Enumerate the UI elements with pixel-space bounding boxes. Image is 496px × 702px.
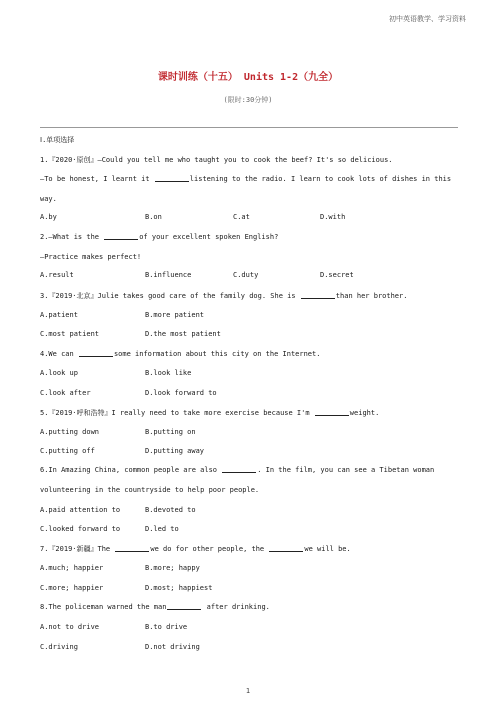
question-7-option: D.most; happiest	[145, 584, 213, 592]
question-8-option: A.not to drive	[40, 623, 100, 631]
question-7-option: C.more; happier	[40, 584, 104, 592]
question-3-stem-line	[40, 291, 460, 301]
question-3-option: B.more patient	[145, 311, 205, 319]
stem-text: 2.—What is the	[40, 233, 104, 241]
answer-blank	[222, 472, 256, 473]
question-1-option: D.with	[320, 213, 346, 221]
question-2-option: C.duty	[233, 271, 259, 279]
question-8-stem-line	[40, 603, 460, 611]
stem-text: —Practice makes perfect!	[40, 253, 142, 261]
question-4-option: A.look up	[40, 369, 78, 377]
question-7-option: B.more; happy	[145, 564, 200, 572]
stem-text: 6.In Amazing China, common people are also	[40, 466, 222, 474]
question-2-option: D.secret	[320, 271, 354, 279]
question-3-option: A.patient	[40, 311, 78, 319]
question-8-option: C.driving	[40, 643, 78, 651]
question-2-stem-line	[40, 253, 460, 261]
question-1-stem-line	[40, 175, 460, 183]
stem-text: we do for other people, the	[150, 545, 269, 553]
question-6-option: C.looked forward to	[40, 525, 121, 533]
answer-blank	[155, 181, 189, 182]
question-5-option: C.putting off	[40, 447, 95, 455]
question-1-stem-line	[40, 195, 460, 203]
answer-blank	[79, 356, 113, 357]
divider	[40, 127, 458, 128]
answer-blank	[315, 415, 349, 416]
stem-text: 5.『2019·呼和浩特』I really need to take more exercise because I'm	[40, 409, 314, 417]
answer-blank	[301, 298, 335, 299]
question-2-option: B.influence	[145, 271, 192, 279]
stem-text: 7.『2019·新疆』The	[40, 545, 115, 553]
stem-text: 8.The policeman warned the man	[40, 603, 167, 611]
question-5-stem-line	[40, 408, 460, 418]
question-6-option: D.led to	[145, 525, 179, 533]
question-4-option: B.look like	[145, 369, 192, 377]
stem-text: we will be.	[304, 545, 351, 553]
header-tag: 初中英语教学、学习资料	[389, 15, 466, 23]
stem-text: some information about this city on the Internet.	[113, 350, 321, 358]
question-4-option: C.look after	[40, 389, 91, 397]
question-6-option: A.paid attention to	[40, 506, 121, 514]
question-1-stem-line	[40, 155, 460, 165]
question-1-option: A.by	[40, 213, 57, 221]
question-1-option: B.on	[145, 213, 162, 221]
stem-text: 3.『2019·北京』Julie takes good care of the family dog. She is	[40, 292, 300, 300]
question-2-option: A.result	[40, 271, 74, 279]
question-8-option: B.to drive	[145, 623, 188, 631]
question-6-stem-line	[40, 486, 460, 494]
stem-text: way.	[40, 195, 57, 203]
question-1-option: C.at	[233, 213, 250, 221]
question-7-stem-line	[40, 544, 460, 554]
answer-blank	[167, 609, 201, 610]
question-4-option: D.look forward to	[145, 389, 217, 397]
answer-blank	[269, 551, 303, 552]
answer-blank	[115, 551, 149, 552]
question-4-stem-line	[40, 350, 460, 358]
stem-text: weight.	[349, 409, 380, 417]
question-5-option: B.putting on	[145, 428, 196, 436]
question-2-stem-line	[40, 233, 460, 241]
stem-text: listening to the radio. I learn to cook lots of dishes in this	[189, 175, 452, 183]
question-7-option: A.much; happier	[40, 564, 104, 572]
question-8-option: D.not driving	[145, 643, 200, 651]
question-3-option: D.the most patient	[145, 330, 221, 338]
question-5-option: D.putting away	[145, 447, 205, 455]
stem-text: —To be honest, I learnt it	[40, 175, 154, 183]
stem-text: . In the film, you can see a Tibetan woman	[257, 466, 435, 474]
page-title: 课时训练（十五） Units 1-2（九全）	[157, 72, 339, 83]
question-6-stem-line	[40, 466, 460, 474]
time-limit: (限时:30分钟)	[223, 96, 273, 104]
stem-text: 4.We can	[40, 350, 78, 358]
stem-text: volunteering in the countryside to help poor people.	[40, 486, 260, 494]
section-heading: Ⅰ.单项选择	[40, 136, 75, 144]
stem-text: than her brother.	[335, 292, 408, 300]
question-3-option: C.most patient	[40, 330, 100, 338]
answer-blank	[104, 239, 138, 240]
stem-text: 1.『2020·原创』—Could you tell me who taught you to cook the beef? It's so delicious.	[40, 156, 393, 164]
question-5-option: A.putting down	[40, 428, 100, 436]
stem-text: of your excellent spoken English?	[139, 233, 279, 241]
page-number: 1	[245, 687, 251, 695]
stem-text: after drinking.	[202, 603, 270, 611]
question-6-option: B.devoted to	[145, 506, 196, 514]
